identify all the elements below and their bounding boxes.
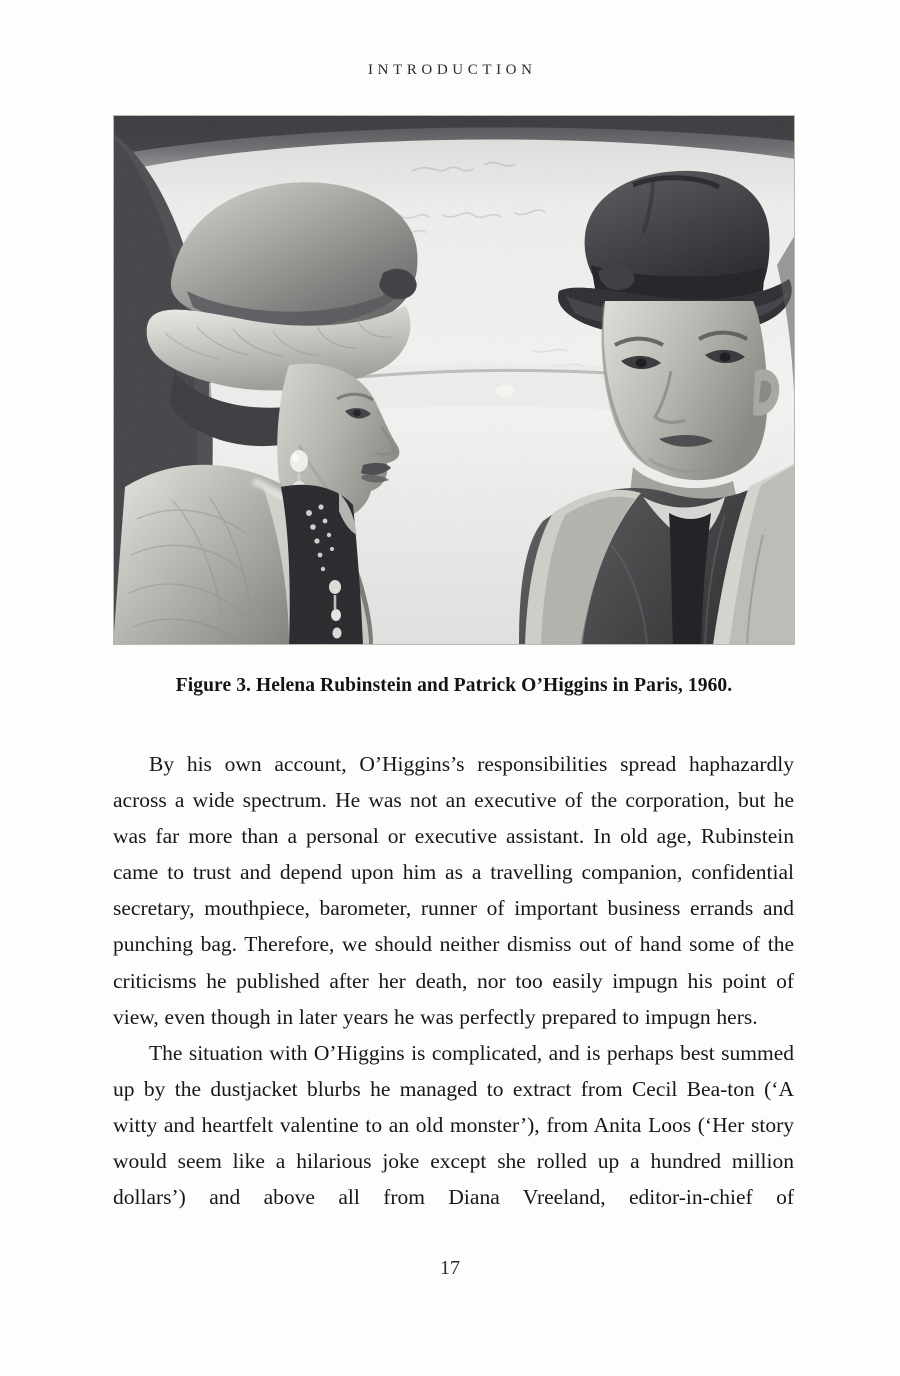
body-text [113, 746, 794, 1215]
running-head: INTRODUCTION [368, 62, 537, 78]
figure-photograph [113, 115, 795, 645]
paragraph-2: The situation with O’Higgins is complicated, and is perhaps best summed up by the dustjacket blurbs he managed to extract from Cecil Bea-ton (‘A witty and heartfelt valentine to an old monster’), from Anita Loos (‘Her story would seem like a hilarious joke except she rolled up a hundred million dollars’) and above all from Diana Vreeland, editor-in-chief of [113, 1040, 794, 1210]
page-number: 17 [440, 1257, 460, 1279]
figure-3 [113, 115, 795, 696]
paragraph-1: By his own account, O’Higgins’s responsibilities spread haphazardly across a wide spectrum. He was not an executive of the corporation, but he was far more than a personal or executive assistant. In old age, Rubinstein came to trust and depend upon him as a travelling companion, confidential secretary, mouthpiece, barometer, runner of important business errands and punching bag. Therefore, we should neither dismiss out of hand some of the criticisms he published after her death, nor too easily impugn his point of view, even though in later years he was perfectly prepared to impugn hers. [113, 752, 794, 1029]
figure-caption: Figure 3. Helena Rubinstein and Patrick O’Higgins in Paris, 1960. [175, 675, 733, 696]
photograph-artwork [113, 115, 795, 645]
